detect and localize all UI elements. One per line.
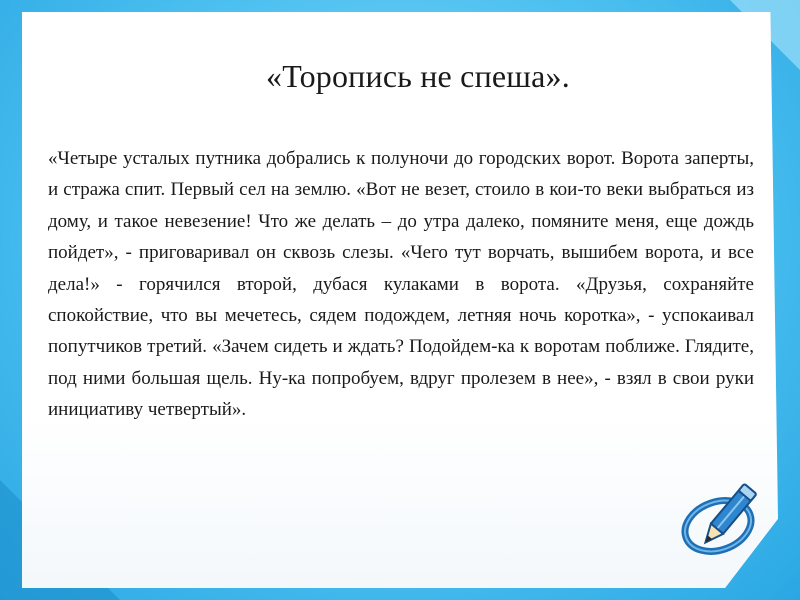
slide-title: «Торопись не спеша». — [266, 58, 570, 94]
pencil-icon — [678, 478, 768, 558]
slide-body-text: «Четыре усталых путника добрались к полуночи до городских ворот. Ворота заперты, и стража спит. Первый сел на землю. «Вот не везет, стоило в кои-то веки выбраться из дому, и такое невезение! Что же делать – до утра далеко, помяните меня, еще дождь пойдет», - приговаривал он сквозь слезы. «Чего тут ворчать, вышибем ворота, и все дела!» - горячился второй, дубася кулаками в ворота. «Друзья, сохраняйте спокойствие, что вы мечетесь, сядем подождем, летняя ночь коротка», - успокаивал попутчиков третий. «Зачем сидеть и ждать? Подойдем-ка к воротам поближе. Глядите, под ними большая щель. Ну-ка попробуем, вдруг пролезем в нее», - взял в свои руки инициативу четвертый». — [48, 148, 754, 421]
